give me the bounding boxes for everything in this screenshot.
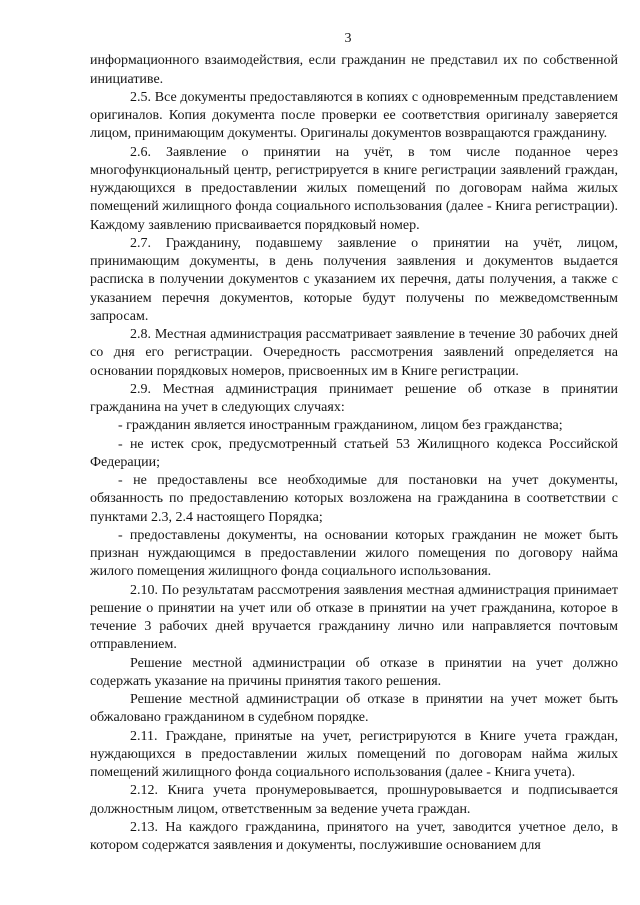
paragraph-2-10: 2.10. По результатам рассмотрения заявления местная администрация принимает решение о принятии на учет или об отказе в принятии на учет гражданина, которое в течение 3 рабочих дней вручается гражданину лично или направляется почтовым отправлением. [90, 582, 618, 653]
paragraph-2-13: 2.13. На каждого гражданина, принятого на учет, заводится учетное дело, в котором содержатся заявления и документы, послужившие основанием для [90, 819, 618, 853]
paragraph-2-5: 2.5. Все документы предоставляются в копиях с одновременным представлением оригиналов. Копия документа после проверки ее соответствия оригиналу заверяется лицом, принимающим документы. Оригиналы документов возвращаются гражданину. [90, 89, 618, 142]
paragraph-2-7: 2.7. Гражданину, подавшему заявление о принятии на учёт, лицом, принимающим документы, в день получения заявления и документов выдается расписка в получении документов с указанием их перечня, даты получения, а также с указанием перечня документов, которые будут получены по межведомственным запросам. [90, 235, 618, 324]
list-item-term-not-expired: - не истек срок, предусмотренный статьей 53 Жилищного кодекса Российской Федерации; [90, 436, 618, 470]
page-number: 3 [344, 31, 352, 46]
paragraph-refusal-appeal: Решение местной администрации об отказе в принятии на учет может быть обжаловано гражданином в судебном порядке. [90, 692, 618, 726]
list-item-foreign-citizen: - гражданин является иностранным гражданином, лицом без гражданства; [118, 418, 563, 434]
paragraph-refusal-reasons: Решение местной администрации об отказе в принятии на учет должно содержать указание на причины принятия такого решения. [90, 655, 618, 689]
list-item-not-in-need: - предоставлены документы, на основании которых гражданин не может быть признан нуждающимся в предоставлении жилого помещения по договору найма жилого помещения жилищного фонда социального использования. [90, 527, 618, 580]
paragraph-2-12: 2.12. Книга учета пронумеровывается, прошнуровывается и подписывается должностным лицом, ответственным за ведение учета граждан. [90, 783, 618, 817]
paragraph-2-6: 2.6. Заявление о принятии на учёт, в том числе поданное через многофункциональный центр, регистрируется в книге регистрации заявлений граждан, нуждающихся в предоставлении жилых помещений по договорам найма жилых помещений жилищного фонда социального использования (далее - Книга регистрации). Каждому заявлению присваивается порядковый номер. [90, 144, 618, 233]
paragraph-2-8: 2.8. Местная администрация рассматривает заявление в течение 30 рабочих дней со дня его регистрации. Очередность рассмотрения заявлений определяется на основании порядковых номеров, присвоенных им в Книге регистрации. [90, 327, 618, 379]
paragraph-continuation: информационного взаимодействия, если гражданин не представил их по собственной инициативе. [90, 53, 618, 87]
list-item-missing-documents: - не предоставлены все необходимые для постановки на учет документы, обязанность по предоставлению которых возложена на гражданина в соответствии с пунктами 2.3, 2.4 настоящего Порядка; [90, 473, 618, 525]
paragraph-2-9: 2.9. Местная администрация принимает решение об отказе в принятии гражданина на учет в следующих случаях: [90, 381, 618, 415]
paragraph-2-11: 2.11. Граждане, принятые на учет, регистрируются в Книге учета граждан, нуждающихся в предоставлении жилых помещений по договорам найма жилых помещений жилищного фонда социального использования (далее - Книга учета). [90, 728, 618, 780]
